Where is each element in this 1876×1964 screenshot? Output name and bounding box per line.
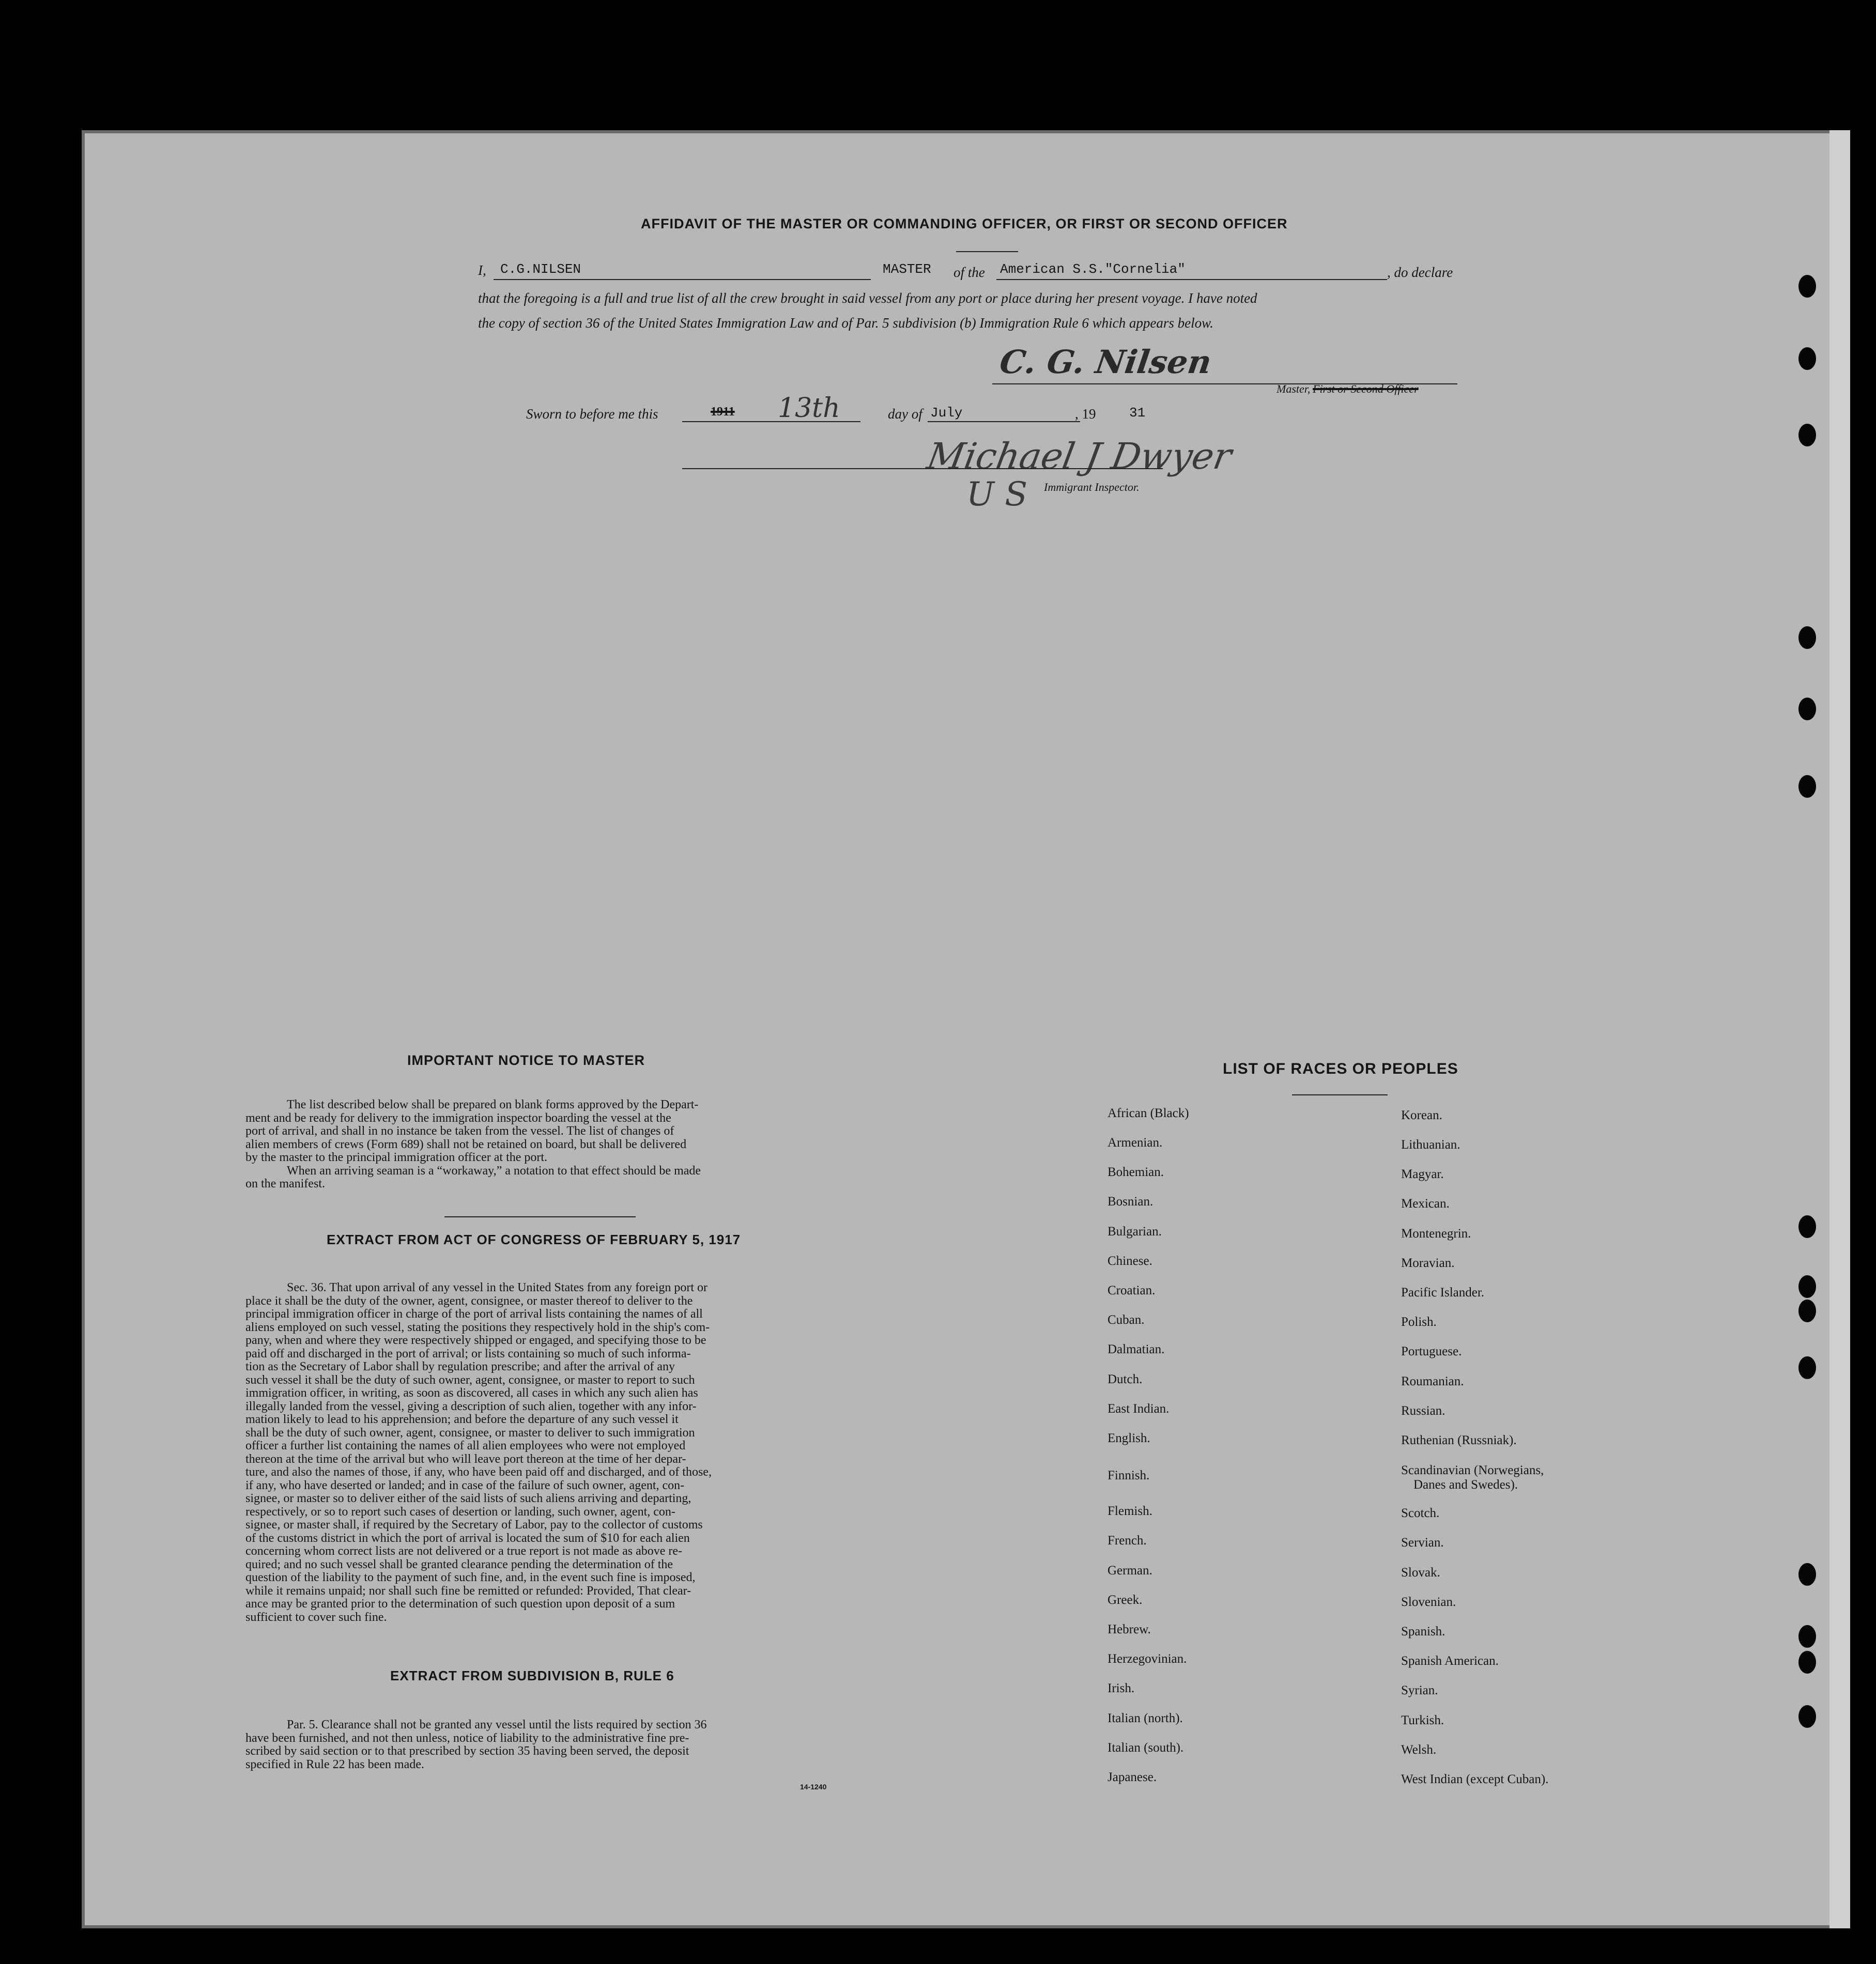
race-item: Syrian.	[1401, 1683, 1438, 1697]
act-line: signee, or master so to deliver either of the said lists of such aliens arriving and departing,	[245, 1492, 691, 1505]
act-line: thereon at the time of the arrival but who will leave port thereon at the time of her depar-	[245, 1452, 686, 1466]
race-item: Lithuanian.	[1401, 1138, 1460, 1152]
race-item: German.	[1108, 1564, 1152, 1578]
race-item: Italian (south).	[1108, 1741, 1184, 1755]
master-caption-struck: First or Second Officer	[1313, 382, 1419, 395]
race-item: Bulgarian.	[1108, 1225, 1162, 1239]
punch-hole	[1798, 347, 1816, 370]
inspector-caption: Immigrant Inspector.	[1044, 481, 1140, 493]
act-line: tion as the Secretary of Labor shall by regulation prescribe; and after the arrival of any	[245, 1360, 675, 1373]
race-item: Dalmatian.	[1108, 1342, 1165, 1356]
race-item: Flemish.	[1108, 1504, 1152, 1518]
affidavit-line-2: that the foregoing is a full and true list of all the crew brought in said vessel from any port or place during her present voyage. I have noted	[478, 290, 1257, 306]
race-item: Bohemian.	[1108, 1165, 1164, 1179]
sworn-prefix: Sworn to before me this	[526, 406, 658, 422]
act-line: quired; and no such vessel shall be granted clearance pending the determination of the	[245, 1557, 673, 1571]
race-item: East Indian.	[1108, 1402, 1170, 1416]
sworn-month-underline	[928, 421, 1080, 422]
act-line: paid off and discharged in the port of arrival; or lists containing so much of such informa-	[245, 1347, 691, 1360]
act-line: signee, or master shall, if required by the Secretary of Labor, pay to the collector of customs	[245, 1518, 703, 1532]
race-item: Bosnian.	[1108, 1195, 1154, 1209]
act-line: sufficient to cover such fine.	[245, 1610, 387, 1624]
notice-line: When an arriving seaman is a “workaway,” a notation to that effect should be made	[287, 1164, 701, 1178]
do-declare-label: , do declare	[1387, 265, 1453, 280]
act-line: illegally landed from the vessel, giving a description of such alien, together with any infor-	[245, 1399, 697, 1413]
race-item: Portuguese.	[1401, 1344, 1462, 1358]
punch-hole	[1798, 1625, 1816, 1648]
race-item: Herzegovinian.	[1108, 1652, 1187, 1666]
struck-year: 1911	[711, 405, 735, 419]
race-item: African (Black)	[1108, 1106, 1189, 1120]
year-prefix: , 19	[1075, 406, 1096, 422]
race-item: Finnish.	[1108, 1468, 1150, 1482]
rule-extract-body	[245, 1719, 832, 1771]
race-item: Armenian.	[1108, 1136, 1163, 1150]
master-signature: C. G. Nilsen	[997, 343, 1214, 381]
master-rank: MASTER	[883, 261, 931, 277]
race-item: West Indian (except Cuban).	[1401, 1772, 1549, 1786]
notice-line: alien members of crews (Form 689) shall not be retained on board, but shall be delivered	[245, 1137, 687, 1151]
punch-hole	[1798, 775, 1816, 798]
document-sheet	[82, 130, 1848, 1928]
race-item: Cuban.	[1108, 1313, 1145, 1327]
notice-line: on the manifest.	[245, 1177, 325, 1190]
year-suffix: 31	[1129, 405, 1146, 421]
punch-hole	[1798, 424, 1816, 446]
race-item: Scotch.	[1401, 1506, 1440, 1520]
punch-hole	[1798, 1275, 1816, 1298]
prefix-i: I,	[478, 262, 486, 278]
act-line: such vessel it shall be the duty of such owner, agent, consignee, or master to report to such	[245, 1373, 695, 1387]
race-item: Slovenian.	[1401, 1595, 1456, 1609]
race-item: Korean.	[1401, 1108, 1442, 1122]
act-line: shall be the duty of such owner, agent, consignee, or master to deliver to such immigration	[245, 1426, 695, 1440]
race-item: Chinese.	[1108, 1254, 1152, 1268]
notice-line: ment and be ready for delivery to the immigration inspector boarding the vessel at the	[245, 1111, 671, 1125]
notice-line: by the master to the principal immigration officer at the port.	[245, 1151, 548, 1164]
race-item: Montenegrin.	[1401, 1227, 1471, 1241]
divider	[1292, 1094, 1388, 1095]
act-line: pany, when and where they were respectively shipped or engaged, and specifying those to be	[245, 1334, 706, 1347]
act-line: concerning whom correct lists are not delivered or a true report is not made as above re-	[245, 1544, 683, 1558]
act-extract-title: EXTRACT FROM ACT OF CONGRESS OF FEBRUARY 5, 1917	[327, 1232, 741, 1247]
punch-hole	[1798, 626, 1816, 649]
race-item: Pacific Islander.	[1401, 1286, 1485, 1300]
act-line: of the customs district in which the port of arrival is located the sum of $10 for each alien	[245, 1531, 690, 1545]
affidavit-line-3: the copy of section 36 of the United States Immigration Law and of Par. 5 subdivision (b) Immigration Rule 6 which appears below.	[478, 315, 1213, 331]
sheet-edge	[1829, 130, 1850, 1928]
race-item: Scandinavian (Norwegians,	[1401, 1463, 1544, 1477]
punch-hole	[1798, 1651, 1816, 1674]
race-item: Spanish American.	[1401, 1654, 1499, 1668]
race-item: Ruthenian (Russniak).	[1401, 1433, 1517, 1447]
races-title: LIST OF RACES OR PEOPLES	[1223, 1060, 1458, 1077]
notice-title: IMPORTANT NOTICE TO MASTER	[407, 1053, 645, 1068]
punch-hole	[1798, 1215, 1816, 1238]
race-item: Servian.	[1401, 1536, 1444, 1550]
act-line: ture, and also the names of those, if any, who have been paid off and discharged, and of those,	[245, 1465, 712, 1479]
rule-line: specified in Rule 22 has been made.	[245, 1757, 424, 1771]
punch-hole	[1798, 1705, 1816, 1728]
race-item: Greek.	[1108, 1593, 1143, 1607]
sworn-day: 13th	[778, 393, 840, 424]
race-item: Irish.	[1108, 1681, 1135, 1695]
punch-hole	[1798, 275, 1816, 298]
act-line: if any, who have deserted or landed; and in case of the failure of such owner, agent, con-	[245, 1478, 685, 1492]
race-item: Croatian.	[1108, 1283, 1156, 1297]
race-item: Italian (north).	[1108, 1711, 1183, 1725]
form-number: 14-1240	[800, 1783, 827, 1791]
inspector-signature: Michael J Dwyer	[924, 435, 1235, 477]
vessel-underline	[996, 279, 1387, 280]
act-line: place it shall be the duty of the owner, agent, consignee, or master thereof to deliver to the	[245, 1294, 693, 1308]
sworn-month: July	[930, 405, 963, 421]
divider	[444, 1216, 636, 1217]
rule-line: have been furnished, and not then unless, notice of liability to the administrative fine pre-	[245, 1731, 689, 1745]
inspector-initials: U S	[966, 475, 1028, 514]
act-line: Sec. 36. That upon arrival of any vessel in the United States from any foreign port or	[287, 1281, 708, 1294]
punch-hole	[1798, 698, 1816, 720]
race-item: Slovak.	[1401, 1566, 1440, 1580]
punch-hole	[1798, 1300, 1816, 1322]
master-caption: Master,	[1277, 382, 1311, 395]
race-item: Russian.	[1401, 1404, 1446, 1418]
act-line: officer a further list containing the names of all alien employees who were not employed	[245, 1439, 686, 1452]
act-line: ance may be granted prior to the determination of such question upon deposit of a sum	[245, 1597, 675, 1611]
act-line: question of the liability to the payment of such fine, and, in the event such fine is imposed,	[245, 1571, 696, 1584]
race-item: Welsh.	[1401, 1743, 1437, 1757]
race-item: French.	[1108, 1534, 1147, 1548]
act-line: principal immigration officer in charge of the port of arrival lists containing the names of all	[245, 1307, 703, 1321]
act-extract-body	[245, 1281, 832, 1624]
race-item-continuation: Danes and Swedes).	[1413, 1478, 1518, 1492]
day-of-label: day of	[888, 406, 922, 422]
race-item: Mexican.	[1401, 1197, 1450, 1211]
race-item: Roumanian.	[1401, 1374, 1464, 1388]
act-line: immigration officer, in writing, as soon as discovered, all cases in which any such alien has	[245, 1386, 698, 1400]
affidavit-title: AFFIDAVIT OF THE MASTER OR COMMANDING OFFICER, OR FIRST OR SECOND OFFICER	[641, 216, 1288, 231]
race-item: English.	[1108, 1431, 1150, 1445]
race-item: Spanish.	[1401, 1625, 1446, 1638]
rule-extract-title: EXTRACT FROM SUBDIVISION B, RULE 6	[390, 1668, 674, 1683]
master-name: C.G.NILSEN	[500, 261, 581, 277]
name-underline	[494, 279, 871, 280]
rule-line: Par. 5. Clearance shall not be granted any vessel until the lists required by section 36	[287, 1718, 707, 1731]
notice-line: port of arrival, and shall in no instance be taken from the vessel. The list of changes of	[245, 1124, 674, 1138]
race-item: Turkish.	[1401, 1713, 1444, 1727]
inspector-line	[682, 468, 1163, 469]
punch-hole	[1798, 1563, 1816, 1586]
divider	[956, 251, 1018, 252]
act-line: mation likely to lead to his apprehension; and before the departure of any such vessel it	[245, 1413, 679, 1426]
race-item: Moravian.	[1401, 1256, 1455, 1270]
punch-hole	[1798, 1356, 1816, 1379]
notice-line: The list described below shall be prepared on blank forms approved by the Depart-	[287, 1098, 699, 1111]
vessel-name: American S.S."Cornelia"	[1000, 261, 1186, 277]
notice-paragraph-1	[245, 1099, 832, 1191]
race-item: Polish.	[1401, 1315, 1437, 1329]
act-line: respectively, or so to report such cases of desertion or landing, such owner, agent, con-	[245, 1505, 675, 1519]
race-item: Hebrew.	[1108, 1622, 1151, 1636]
race-item: Dutch.	[1108, 1372, 1143, 1386]
act-line: while it remains unpaid; nor shall such fine be remitted or refunded: Provided, That clear-	[245, 1584, 691, 1598]
race-item: Japanese.	[1108, 1770, 1157, 1784]
rule-line: scribed by said section or to that prescribed by section 35 having been served, the deposit	[245, 1744, 689, 1758]
race-item: Magyar.	[1401, 1167, 1444, 1181]
of-the-label: of the	[954, 265, 985, 280]
act-line: aliens employed on such vessel, stating the positions they respectively hold in the ship's com-	[245, 1320, 710, 1334]
